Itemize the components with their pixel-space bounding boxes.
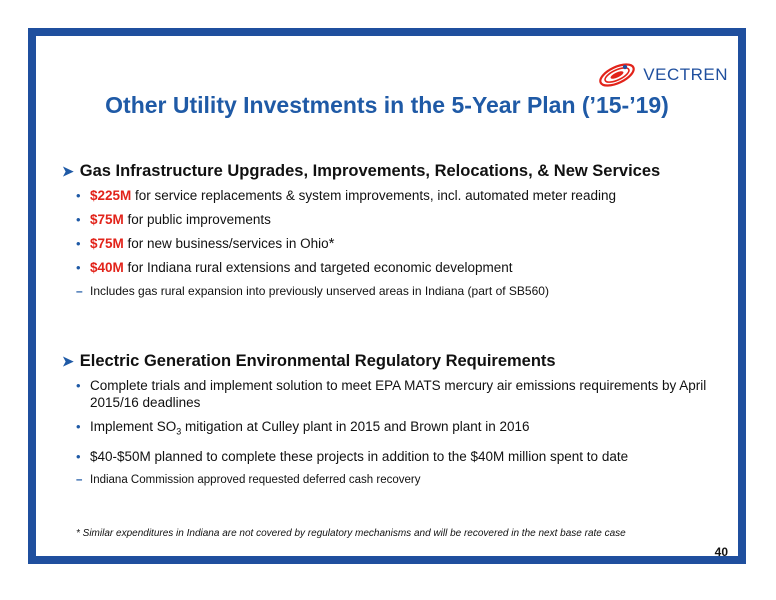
list-item <box>76 377 728 411</box>
bullet-text: for new business/services in Ohio <box>123 236 329 251</box>
amount: $225M <box>90 188 132 203</box>
gas-heading-text: Gas Infrastructure Upgrades, Improvements, Relocations, & New Services <box>79 162 661 180</box>
subscript: 3 <box>176 426 182 437</box>
page-number: 40 <box>714 545 728 559</box>
electric-heading-text: Electric Generation Environmental Regulatory Requirements <box>79 352 556 370</box>
gas-sub-bullet <box>76 283 728 299</box>
amount: $75M <box>90 236 124 251</box>
electric-sub-bullet <box>76 472 728 488</box>
amount: $75M <box>90 212 124 227</box>
gas-section <box>62 162 728 299</box>
bullet-text-post: mitigation at Culley plant in 2015 and Brown plant in 2016 <box>181 419 530 434</box>
bullet-dot-icon: • <box>76 212 81 227</box>
gas-section-heading <box>62 162 728 181</box>
bullet-dot-icon: • <box>76 419 81 434</box>
vectren-logo <box>595 58 728 92</box>
electric-bullet-list <box>62 377 728 465</box>
amount: $40M <box>90 260 124 275</box>
vectren-swirl-icon <box>595 58 639 92</box>
bullet-dot-icon: • <box>76 448 81 464</box>
bullet-text: for Indiana rural extensions and targeted economic development <box>123 260 513 275</box>
electric-section <box>62 352 728 488</box>
footnote: * Similar expenditures in Indiana are not covered by regulatory mechanisms and will be recovered in the next base rate case <box>76 528 626 539</box>
list-item <box>76 259 728 276</box>
bullet-text: $40-$50M planned to complete these projects in addition to the $40M million spent to date <box>90 448 629 464</box>
sub-bullet-text: Indiana Commission approved requested deferred cash recovery <box>90 473 421 486</box>
dash-bullet-icon: – <box>76 473 83 486</box>
arrow-bullet-icon: ➤ <box>62 353 74 369</box>
bullet-dot-icon: • <box>76 236 81 251</box>
bullet-text: Complete trials and implement solution to meet EPA MATS mercury air emissions requirements by April 2015/16 deadlines <box>90 378 707 410</box>
bullet-dot-icon: • <box>76 188 81 203</box>
bullet-text-pre: Implement SO <box>90 419 177 434</box>
dash-bullet-icon: – <box>76 284 83 298</box>
list-item <box>76 235 728 252</box>
sub-bullet-text: Includes gas rural expansion into previously unserved areas in Indiana (part of SB560) <box>90 284 549 298</box>
bullet-dot-icon: • <box>76 260 81 275</box>
slide-frame <box>28 28 746 564</box>
list-item <box>76 418 728 441</box>
page-title: Other Utility Investments in the 5-Year Plan (’15-’19) <box>105 92 669 118</box>
bullet-dot-icon: • <box>76 378 81 393</box>
bullet-text: for service replacements & system improvements, incl. automated meter reading <box>131 188 616 203</box>
footnote-mark: * <box>328 235 335 252</box>
gas-bullet-list <box>62 187 728 276</box>
bullet-text: for public improvements <box>123 212 271 227</box>
list-item <box>76 448 728 465</box>
list-item <box>76 211 728 228</box>
list-item <box>76 187 728 204</box>
electric-section-heading <box>62 352 728 371</box>
logo-text: VECTREN <box>643 65 728 84</box>
arrow-bullet-icon: ➤ <box>62 163 74 179</box>
